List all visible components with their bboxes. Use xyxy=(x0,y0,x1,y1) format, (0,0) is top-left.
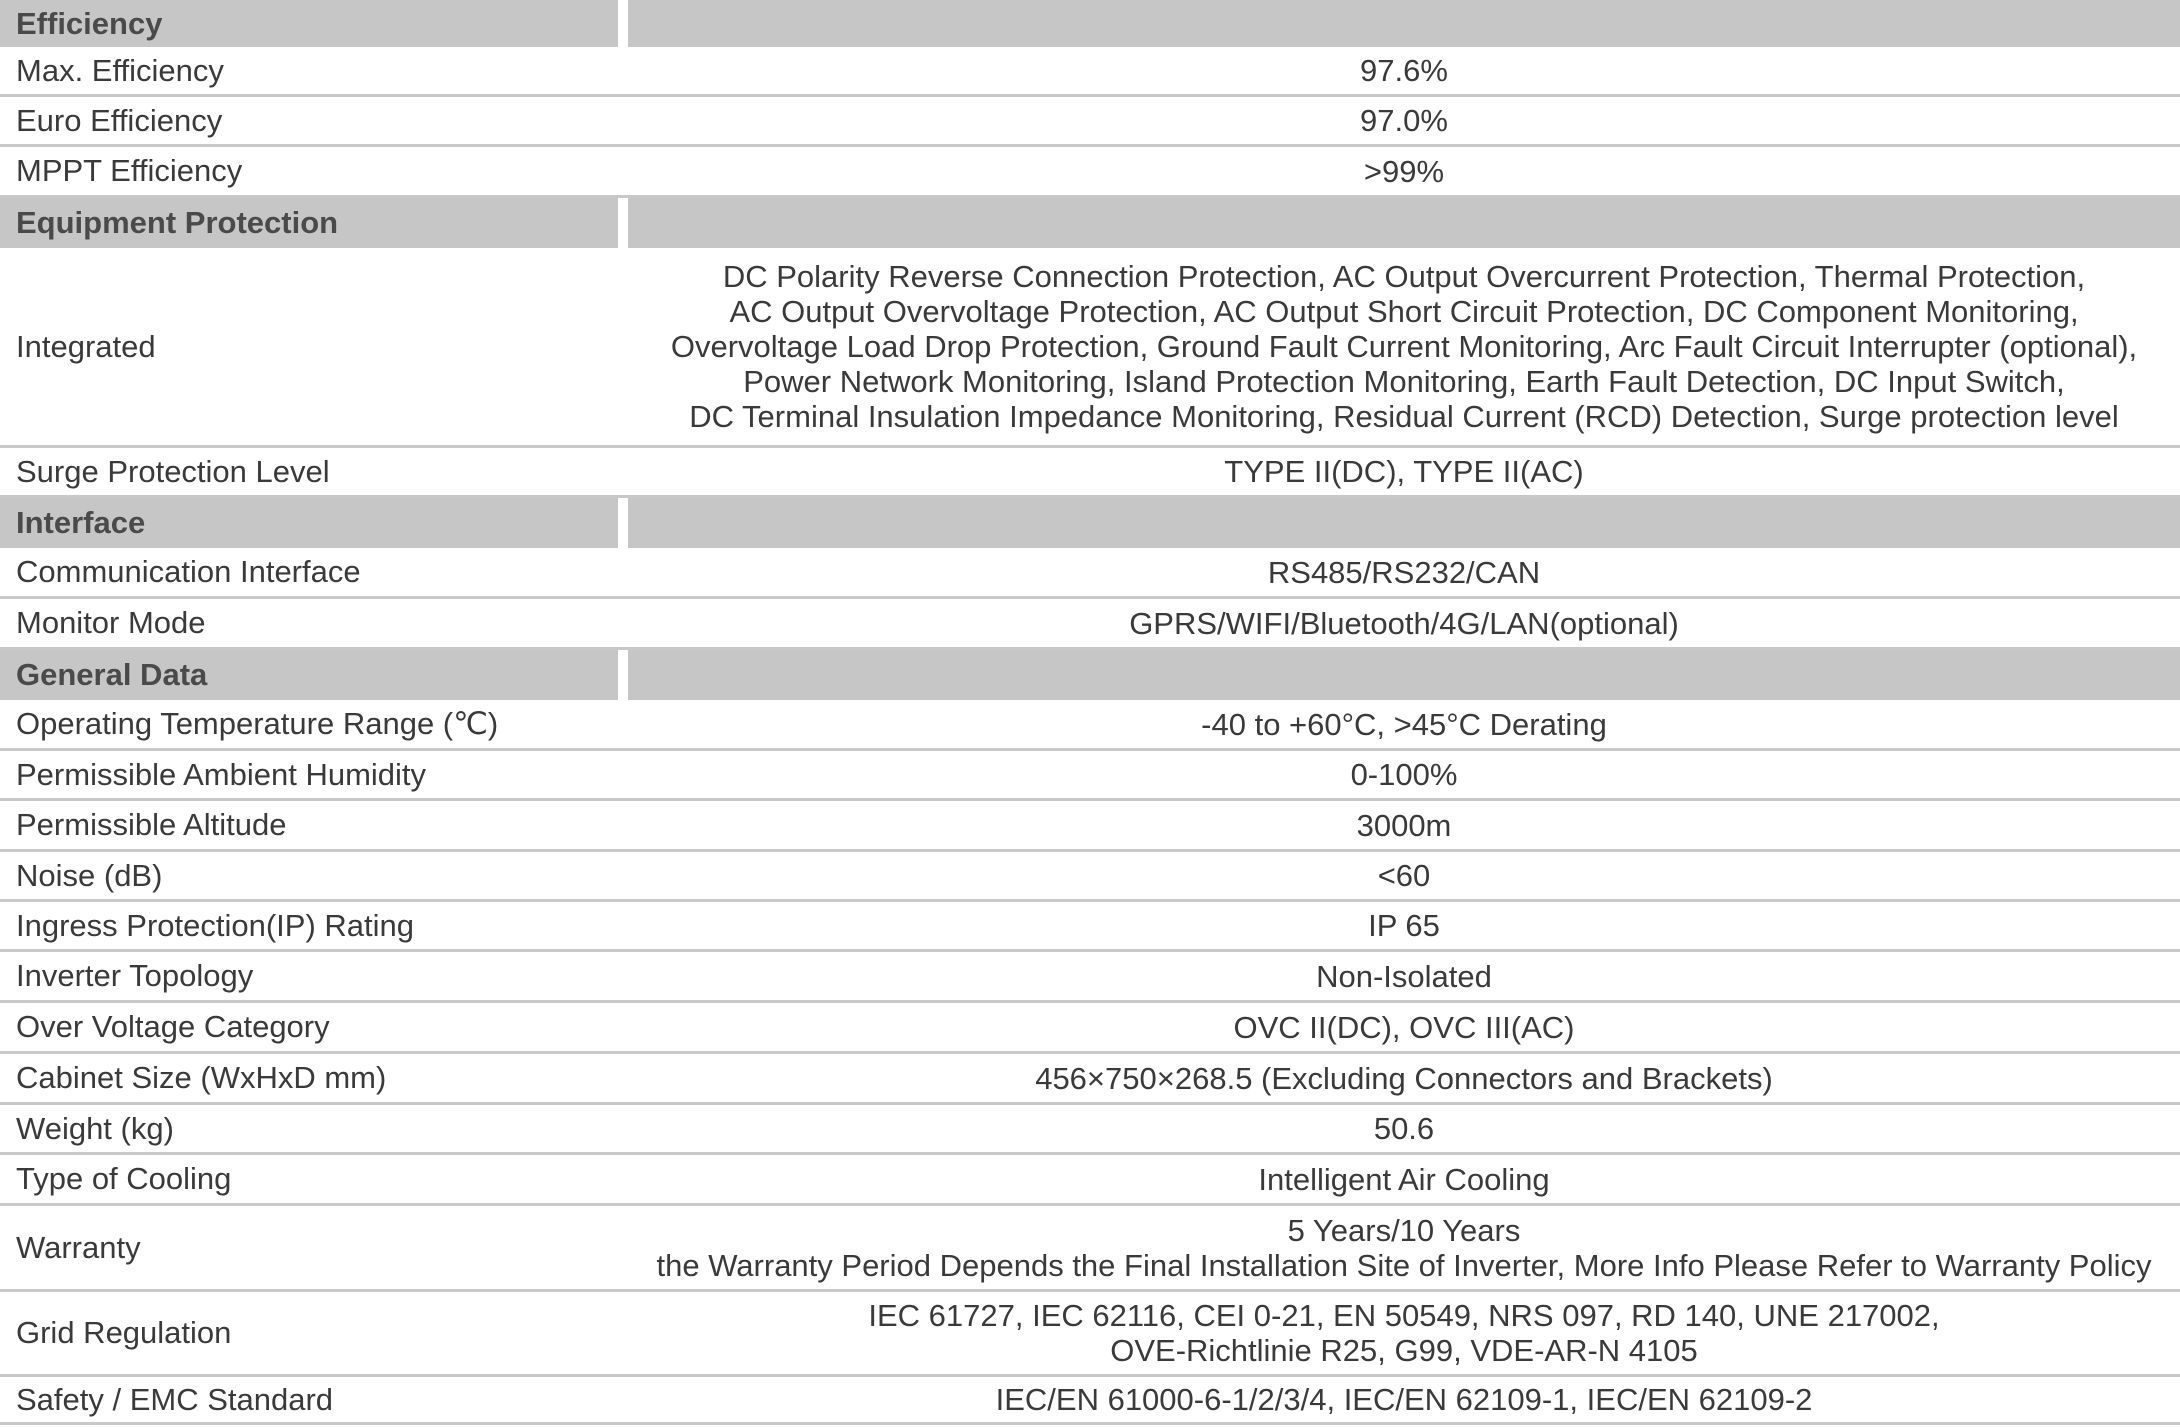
column-divider xyxy=(618,902,628,949)
row-value xyxy=(628,147,2180,195)
table-row xyxy=(0,1292,2180,1377)
section-title: Equipment Protection xyxy=(0,198,618,248)
table-row xyxy=(0,548,2180,599)
table-row xyxy=(0,97,2180,147)
table-row xyxy=(0,1155,2180,1206)
value-line: 456×750×268.5 (Excluding Connectors and Brackets) xyxy=(1035,1060,1773,1096)
table-row xyxy=(0,952,2180,1003)
row-label: Ingress Protection(IP) Rating xyxy=(16,907,415,943)
column-divider xyxy=(618,700,628,748)
table-row xyxy=(0,801,2180,852)
column-divider xyxy=(618,599,628,647)
section-value-band xyxy=(628,198,2180,248)
row-label: Euro Efficiency xyxy=(16,102,223,138)
table-row xyxy=(0,751,2180,801)
column-divider xyxy=(618,1054,628,1102)
value-line: IP 65 xyxy=(1368,908,1440,943)
row-value xyxy=(628,248,2180,445)
row-value xyxy=(628,47,2180,94)
table-row xyxy=(0,1377,2180,1425)
column-divider xyxy=(618,147,628,195)
section-title: Efficiency xyxy=(0,0,618,47)
row-label: Max. Efficiency xyxy=(16,52,224,88)
column-divider xyxy=(618,952,628,1000)
column-divider xyxy=(618,47,628,94)
value-line: 0-100% xyxy=(1350,757,1458,792)
row-value xyxy=(628,801,2180,849)
column-divider xyxy=(618,198,628,248)
row-value xyxy=(628,599,2180,647)
value-line: DC Terminal Insulation Impedance Monitoring, Residual Current (RCD) Detection, Surge protection level xyxy=(689,399,2119,434)
table-row xyxy=(0,852,2180,902)
row-label: MPPT Efficiency xyxy=(16,153,243,188)
value-line: >99% xyxy=(1363,153,1445,189)
section-value-band xyxy=(628,650,2180,700)
column-divider xyxy=(618,801,628,849)
value-line: GPRS/WIFI/Bluetooth/4G/LAN(optional) xyxy=(1129,605,1679,641)
row-value xyxy=(628,852,2180,899)
row-label: Noise (dB) xyxy=(16,857,163,893)
table-row xyxy=(0,700,2180,751)
section-title: General Data xyxy=(0,650,618,700)
section-header-row xyxy=(0,198,2180,248)
row-label: Weight (kg) xyxy=(16,1110,174,1146)
value-line: Non-Isolated xyxy=(1316,958,1492,994)
table-row xyxy=(0,248,2180,448)
value-line: IEC/EN 61000-6-1/2/3/4, IEC/EN 62109-1, IEC/EN 62109-2 xyxy=(995,1382,1813,1417)
row-label: Communication Interface xyxy=(16,554,361,589)
column-divider xyxy=(618,1377,628,1422)
row-value xyxy=(628,1003,2180,1051)
section-header-row xyxy=(0,650,2180,700)
column-divider xyxy=(618,548,628,596)
value-line: 50.6 xyxy=(1373,1111,1435,1146)
column-divider xyxy=(618,650,628,700)
row-value xyxy=(628,97,2180,144)
column-divider xyxy=(618,97,628,144)
column-divider xyxy=(618,751,628,798)
row-value xyxy=(628,448,2180,495)
row-label: Cabinet Size (WxHxD mm) xyxy=(16,1060,387,1095)
value-line: Power Network Monitoring, Island Protection Monitoring, Earth Fault Detection, DC Input Switch, xyxy=(743,364,2065,399)
row-label: Integrated xyxy=(16,328,156,364)
table-row xyxy=(0,1206,2180,1292)
value-line: TYPE II(DC), TYPE II(AC) xyxy=(1224,454,1584,489)
value-line: 97.6% xyxy=(1360,53,1448,88)
table-row xyxy=(0,147,2180,198)
row-label: Permissible Altitude xyxy=(16,807,287,842)
row-value xyxy=(628,1155,2180,1203)
row-value xyxy=(628,548,2180,596)
row-value xyxy=(628,1105,2180,1152)
row-label: Type of Cooling xyxy=(16,1161,232,1196)
table-row xyxy=(0,448,2180,498)
column-divider xyxy=(618,1003,628,1051)
value-line: 3000m xyxy=(1356,807,1452,843)
column-divider xyxy=(618,498,628,548)
row-value xyxy=(628,902,2180,949)
value-line: 5 Years/10 Years xyxy=(1287,1212,1521,1248)
row-label: Operating Temperature Range (℃) xyxy=(16,706,499,741)
row-label: Safety / EMC Standard xyxy=(16,1381,334,1417)
column-divider xyxy=(618,1155,628,1203)
table-row xyxy=(0,1054,2180,1105)
row-value xyxy=(628,751,2180,798)
value-line: 97.0% xyxy=(1360,103,1448,138)
section-value-band xyxy=(628,498,2180,548)
row-label: Permissible Ambient Humidity xyxy=(16,756,427,792)
value-line: IEC 61727, IEC 62116, CEI 0-21, EN 50549, NRS 097, RD 140, UNE 217002, xyxy=(868,1298,1940,1333)
section-header-row xyxy=(0,498,2180,548)
column-divider xyxy=(618,1292,628,1374)
value-line: the Warranty Period Depends the Final Installation Site of Inverter, More Info Please Refer to Warranty Policy xyxy=(656,1247,2152,1283)
section-title: Interface xyxy=(0,498,618,548)
row-value xyxy=(628,700,2180,748)
value-line: RS485/RS232/CAN xyxy=(1267,554,1541,590)
table-row xyxy=(0,47,2180,97)
value-line: -40 to +60°C, >45°C Derating xyxy=(1201,706,1607,742)
section-header-row xyxy=(0,0,2180,47)
row-value xyxy=(628,952,2180,1000)
row-label: Surge Protection Level xyxy=(16,453,330,489)
value-line: Intelligent Air Cooling xyxy=(1258,1161,1550,1197)
table-row xyxy=(0,902,2180,952)
row-label: Over Voltage Category xyxy=(16,1009,330,1044)
column-divider xyxy=(618,1206,628,1289)
column-divider xyxy=(618,1105,628,1152)
table-row xyxy=(0,1105,2180,1155)
section-value-band xyxy=(628,0,2180,47)
value-line: <60 xyxy=(1377,858,1431,893)
row-label: Warranty xyxy=(16,1229,141,1265)
row-label: Grid Regulation xyxy=(16,1315,232,1350)
row-value xyxy=(628,1292,2180,1374)
value-line: DC Polarity Reverse Connection Protection, AC Output Overcurrent Protection, Thermal Protection, xyxy=(722,259,2086,294)
row-label: Monitor Mode xyxy=(16,605,206,640)
row-label: Inverter Topology xyxy=(16,958,254,993)
row-value xyxy=(628,1377,2180,1422)
column-divider xyxy=(618,448,628,495)
value-line: OVC II(DC), OVC III(AC) xyxy=(1233,1009,1575,1045)
table-row xyxy=(0,599,2180,650)
value-line: OVE-Richtlinie R25, G99, VDE-AR-N 4105 xyxy=(1110,1333,1698,1368)
value-line: Overvoltage Load Drop Protection, Ground Fault Current Monitoring, Arc Fault Circuit Interrupter (optional), xyxy=(670,329,2138,364)
column-divider xyxy=(618,0,628,47)
table-row xyxy=(0,1003,2180,1054)
row-value xyxy=(628,1206,2180,1289)
column-divider xyxy=(618,248,628,445)
column-divider xyxy=(618,852,628,899)
value-line: AC Output Overvoltage Protection, AC Output Short Circuit Protection, DC Component Monitoring, xyxy=(729,294,2079,329)
row-value xyxy=(628,1054,2180,1102)
